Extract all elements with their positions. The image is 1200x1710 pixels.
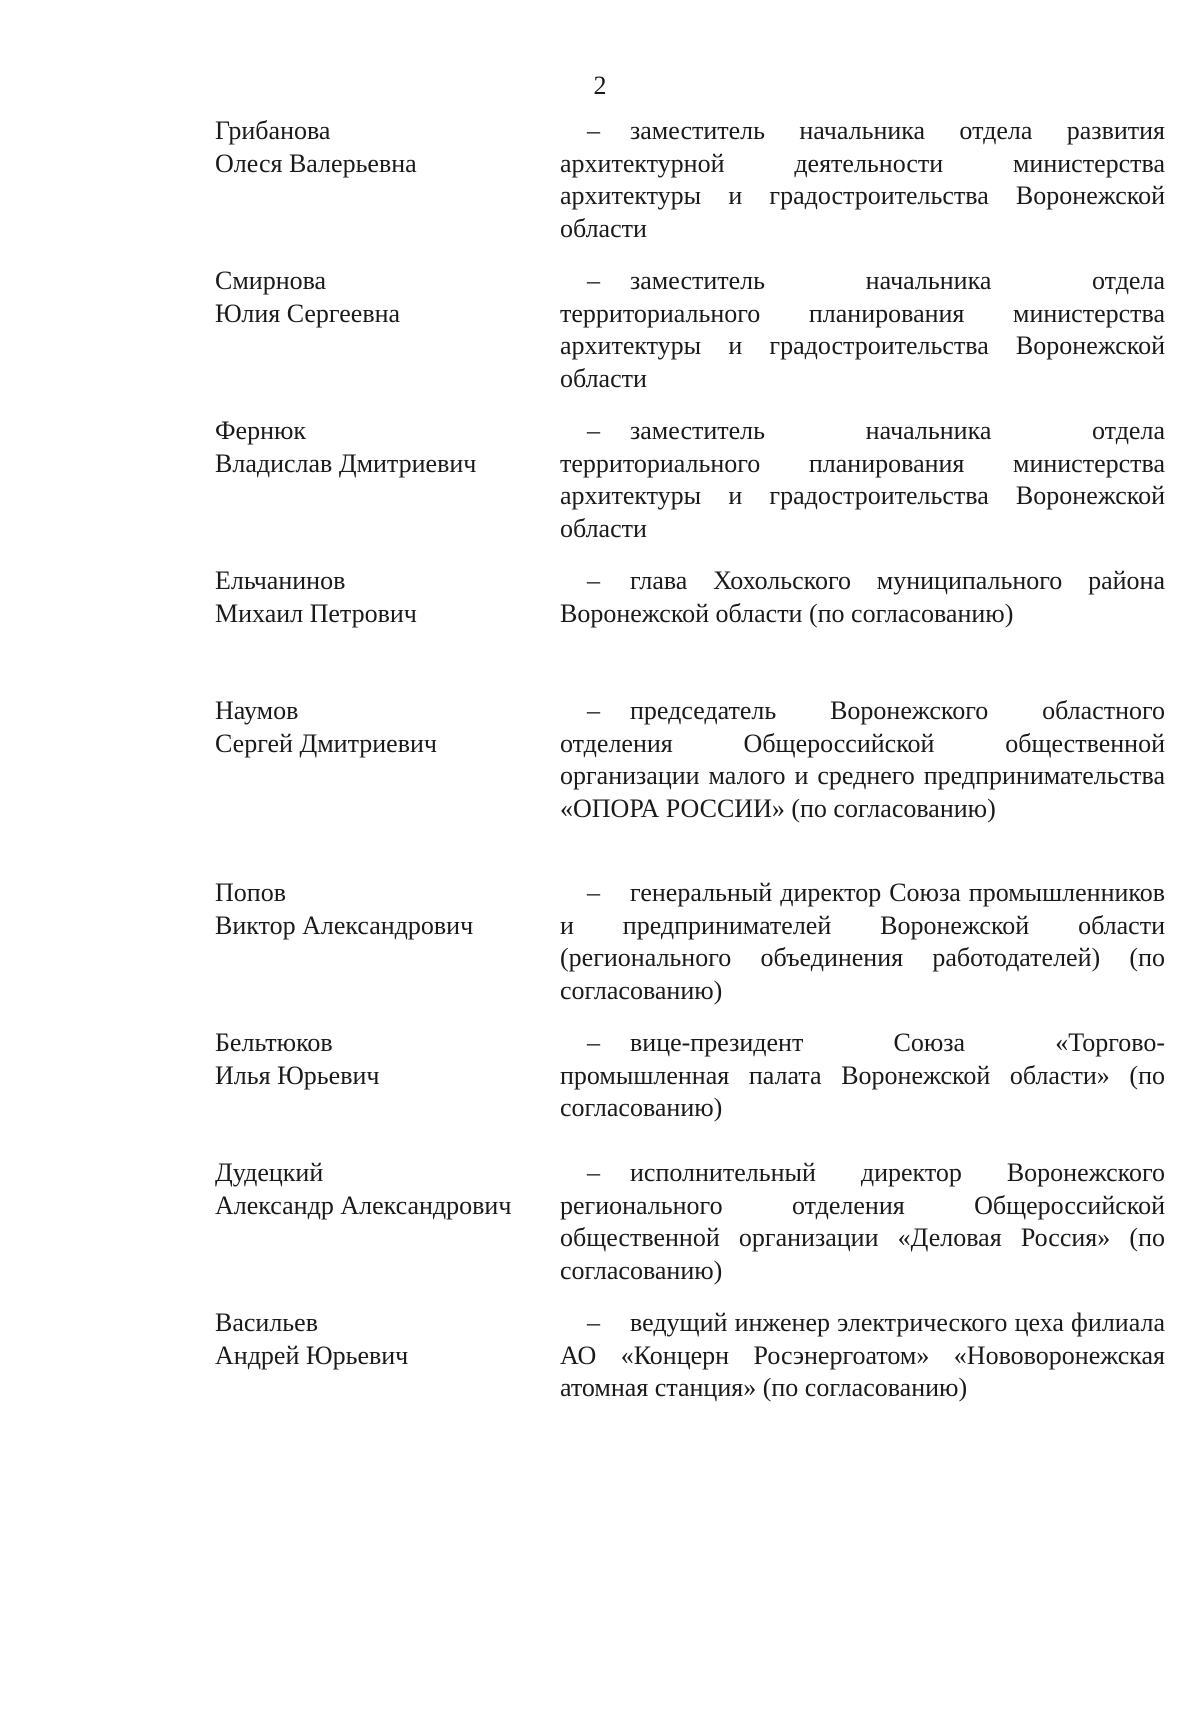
member-given-names: Андрей Юрьевич [215, 1340, 409, 1370]
member-position [560, 877, 1165, 1007]
member-given-names: Владислав Дмитриевич [215, 448, 477, 478]
member-surname: Попов [215, 878, 286, 907]
member-position-text: заместитель начальника отдела территориального планирования министерства архитектуры и градостроительства Воронежской области [560, 416, 1165, 543]
member-given-names: Виктор Александрович [215, 910, 474, 940]
member-surname: Фернюк [215, 416, 307, 445]
member-position [560, 265, 1165, 395]
member-name [215, 1027, 560, 1092]
member-name [215, 877, 560, 942]
member-entry [215, 265, 1165, 415]
dash: – [587, 878, 600, 907]
member-position-text: заместитель начальника отдела территориального планирования министерства архитектуры и градостроительства Воронежской области [560, 266, 1165, 393]
member-entry [215, 1027, 1165, 1157]
member-position [560, 1307, 1165, 1405]
member-list [215, 115, 1165, 1457]
member-given-names: Сергей Дмитриевич [215, 728, 437, 758]
member-name [215, 415, 560, 480]
member-position [560, 1157, 1165, 1287]
member-entry [215, 415, 1165, 565]
member-name [215, 115, 560, 180]
member-position [560, 415, 1165, 545]
member-given-names: Илья Юрьевич [215, 1060, 380, 1090]
member-position-text: вице-президент Союза «Торгово-промышленная палата Воронежской области» (по согласованию) [560, 1028, 1165, 1122]
member-entry [215, 877, 1165, 1027]
member-surname: Ельчанинов [215, 566, 346, 595]
dash: – [587, 696, 600, 725]
member-surname: Наумов [215, 696, 299, 725]
member-surname: Васильев [215, 1308, 318, 1337]
dash: – [587, 116, 600, 145]
member-position-text: ведущий инженер электрического цеха филиала АО «Концерн Росэнергоатом» «Нововоронежская атомная станция» (по согласованию) [560, 1308, 1165, 1402]
member-position [560, 115, 1165, 245]
member-name [215, 1307, 560, 1372]
dash: – [587, 266, 600, 295]
page-number: 2 [593, 71, 607, 100]
member-surname: Бельтюков [215, 1028, 333, 1057]
member-name [215, 565, 560, 630]
member-surname: Дудецкий [215, 1158, 324, 1187]
member-name [215, 265, 560, 330]
member-entry [215, 115, 1165, 265]
dash: – [587, 1028, 600, 1057]
dash: – [587, 1158, 600, 1187]
member-given-names: Юлия Сергеевна [215, 298, 401, 328]
member-position-text: заместитель начальника отдела развития архитектурной деятельности министерства архитектуры и градостроительства Воронежской области [560, 116, 1165, 243]
member-entry [215, 695, 1165, 877]
member-position-text: глава Хохольского муниципального района Воронежской области (по согласованию) [560, 566, 1165, 628]
member-position [560, 565, 1165, 630]
member-position-text: генеральный директор Союза промышленников и предпринимателей Воронежской области (регионального объединения работодателей) (по согласованию) [560, 878, 1165, 1005]
member-name [215, 695, 560, 760]
member-position-text: председатель Воронежского областного отделения Общероссийской общественной организации малого и среднего предпринимательства «ОПОРА РОССИИ» (по согласованию) [560, 696, 1165, 823]
dash: – [587, 1308, 600, 1337]
member-entry [215, 565, 1165, 695]
member-given-names: Александр Александрович [215, 1190, 512, 1220]
member-surname: Грибанова [215, 116, 331, 145]
dash: – [587, 566, 600, 595]
member-entry [215, 1157, 1165, 1307]
member-name [215, 1157, 560, 1222]
member-given-names: Михаил Петрович [215, 598, 417, 628]
dash: – [587, 416, 600, 445]
member-position-text: исполнительный директор Воронежского регионального отделения Общероссийской общественной организации «Деловая Россия» (по согласованию) [560, 1158, 1165, 1285]
member-given-names: Олеся Валерьевна [215, 148, 417, 178]
member-position [560, 695, 1165, 825]
member-entry [215, 1307, 1165, 1457]
member-position [560, 1027, 1165, 1125]
member-surname: Смирнова [215, 266, 327, 295]
